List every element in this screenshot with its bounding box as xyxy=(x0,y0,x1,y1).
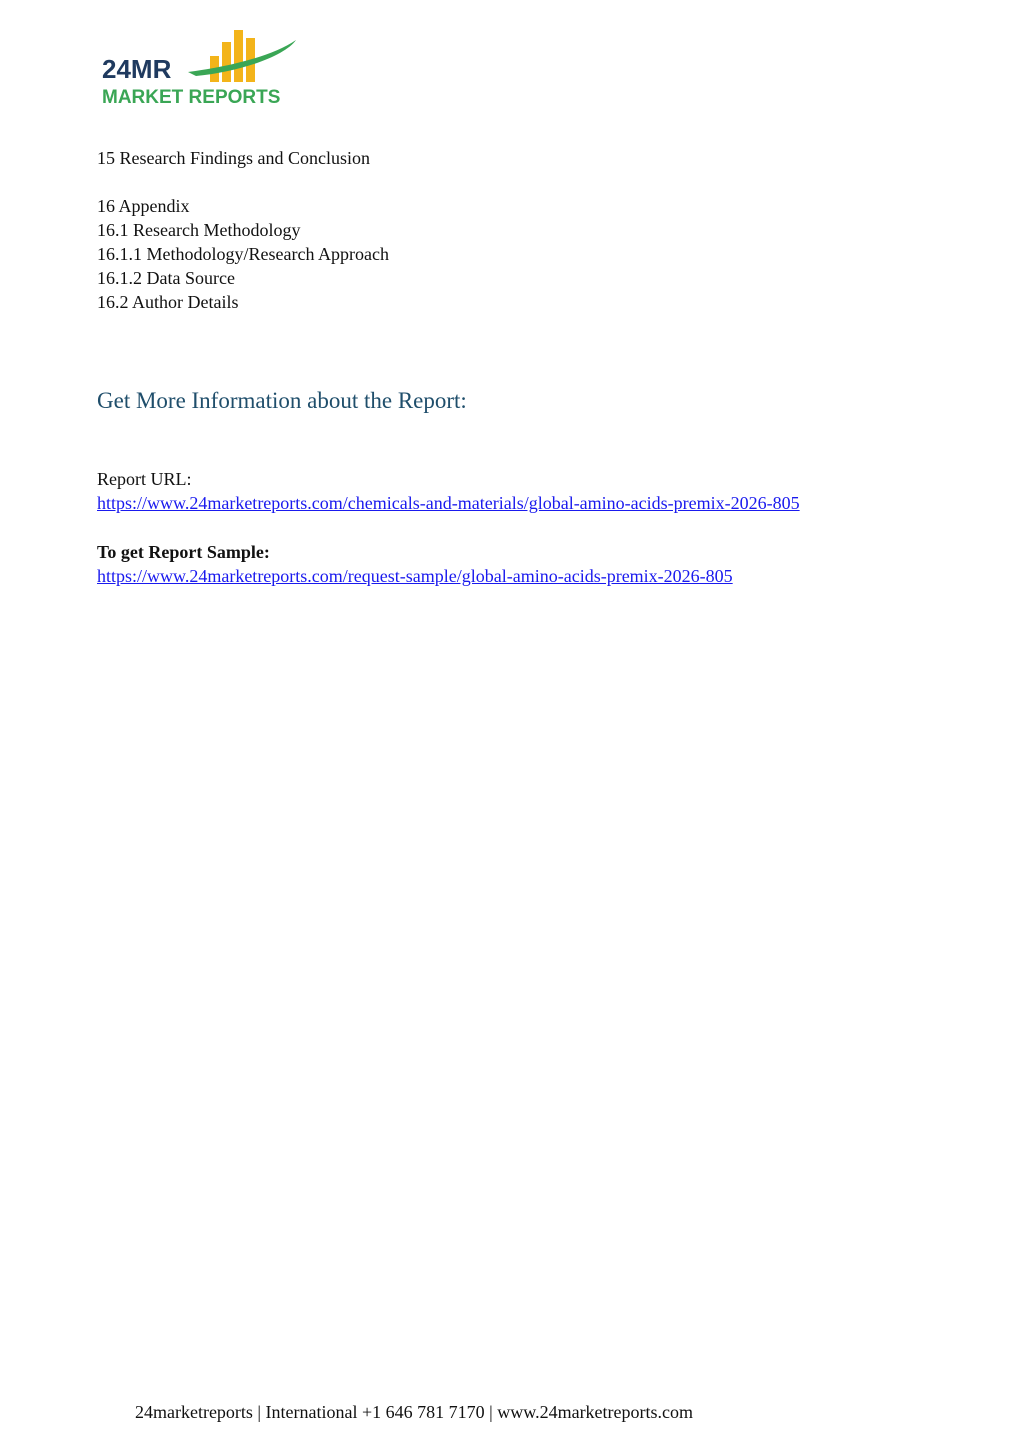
toc-section-16-1-1: 16.1.1 Methodology/Research Approach xyxy=(97,244,389,264)
report-sample-block xyxy=(97,540,977,588)
logo-bar-2 xyxy=(222,42,231,82)
report-url-label: Report URL: xyxy=(97,469,192,489)
toc-section-16-2: 16.2 Author Details xyxy=(97,292,239,312)
report-sample-label: To get Report Sample: xyxy=(97,542,270,562)
more-info-heading: Get More Information about the Report: xyxy=(97,388,467,413)
toc-section-16: 16 Appendix xyxy=(97,196,190,216)
toc-section-16-1: 16.1 Research Methodology xyxy=(97,220,301,240)
report-url-block xyxy=(97,467,977,515)
logo-text-market-reports: MARKET REPORTS xyxy=(102,87,281,108)
table-of-contents xyxy=(97,146,957,314)
report-url-link[interactable]: https://www.24marketreports.com/chemicals-and-materials/global-amino-acids-premix-2026-805 xyxy=(97,493,800,513)
toc-section-15: 15 Research Findings and Conclusion xyxy=(97,148,370,168)
logo-bar-3 xyxy=(234,30,243,82)
logo-text-24mr: 24MR xyxy=(102,54,172,84)
company-logo xyxy=(100,28,310,110)
report-sample-link[interactable]: https://www.24marketreports.com/request-sample/global-amino-acids-premix-2026-805 xyxy=(97,566,733,586)
toc-section-16-1-2: 16.1.2 Data Source xyxy=(97,268,235,288)
page-footer: 24marketreports | International +1 646 781 7170 | www.24marketreports.com xyxy=(134,1402,694,1422)
